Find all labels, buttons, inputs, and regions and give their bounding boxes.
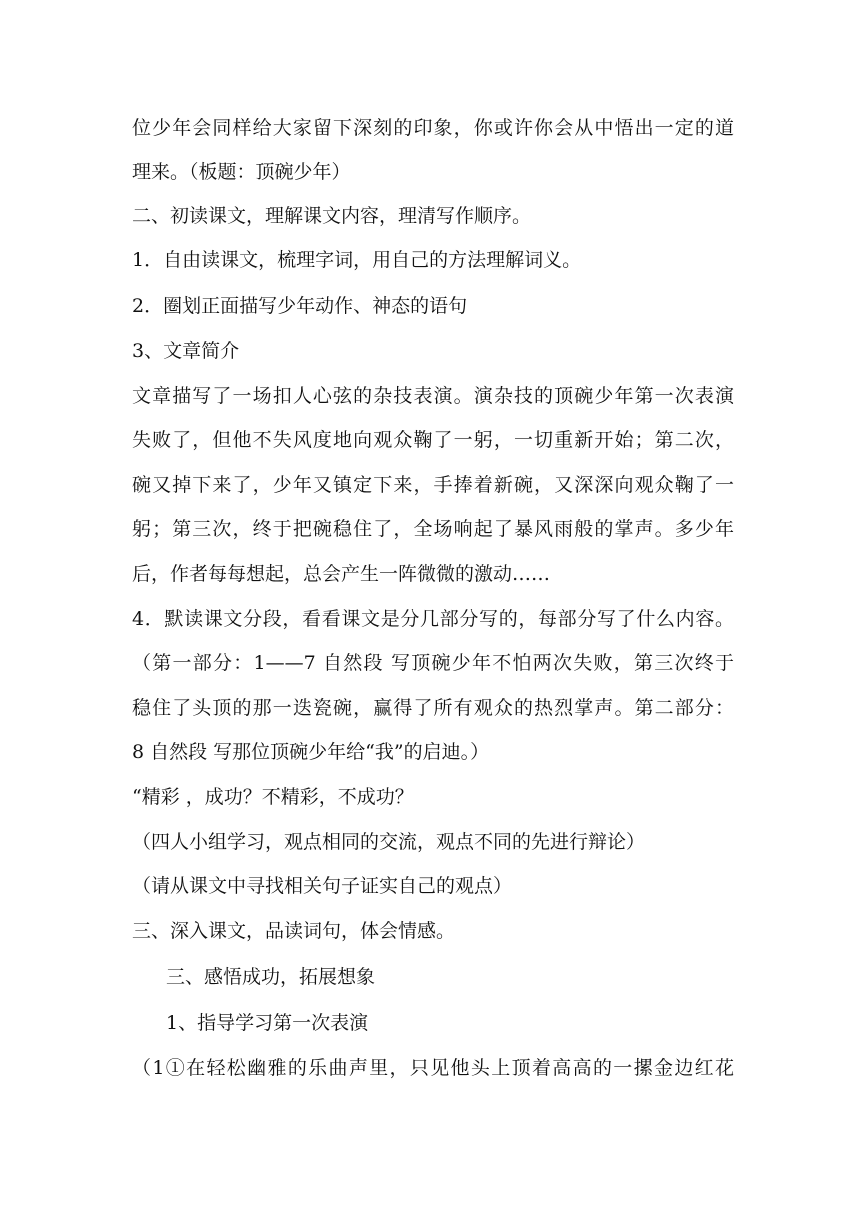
text-line-13: （第一部分：1——7 自然段 写顶碗少年不怕两次失败，第三次终于 bbox=[132, 652, 734, 674]
text-line-1: 位少年会同样给大家留下深刻的印象，你或许你会从中悟出一定的道 bbox=[132, 117, 734, 139]
text-line-17: （四人小组学习，观点相同的交流，观点不同的先进行辩论） bbox=[132, 831, 646, 853]
text-line-9: 碗又掉下来了，少年又镇定下来，手捧着新碗，又深深向观众鞠了一 bbox=[132, 474, 734, 496]
section-heading-2: 二、初读课文，理解课文内容，理清写作顺序。 bbox=[132, 205, 532, 227]
section-heading-3: 三、深入课文，品读词句，体会情感。 bbox=[132, 920, 456, 942]
text-line-2: 理来。（板题：顶碗少年） bbox=[132, 161, 351, 183]
text-line-6: 3、文章简介 bbox=[132, 340, 240, 362]
text-line-11: 后，作者每每想起，总会产生一阵微微的激动…… bbox=[132, 563, 551, 585]
text-line-21: 1、指导学习第一次表演 bbox=[166, 1012, 369, 1034]
text-line-16: “精彩 ，成功？不精彩，不成功？ bbox=[132, 786, 414, 808]
text-line-4: 1．自由读课文，梳理字词，用自己的方法理解词义。 bbox=[132, 249, 582, 271]
section-heading-3b: 三、感悟成功，拓展想象 bbox=[166, 966, 376, 988]
text-line-22: （1①在轻松幽雅的乐曲声里，只见他头上顶着高高的一摞金边红花 bbox=[132, 1057, 734, 1079]
text-line-8: 失败了，但他不失风度地向观众鞠了一躬，一切重新开始；第二次， bbox=[132, 429, 734, 451]
text-line-7: 文章描写了一场扣人心弦的杂技表演。演杂技的顶碗少年第一次表演 bbox=[132, 385, 734, 407]
text-line-18: （请从课文中寻找相关句子证实自己的观点） bbox=[132, 875, 513, 897]
text-line-5: 2．圈划正面描写少年动作、神态的语句 bbox=[132, 295, 468, 317]
text-line-10: 躬；第三次，终于把碗稳住了，全场响起了暴风雨般的掌声。多少年 bbox=[132, 518, 734, 540]
text-line-15: 8 自然段 写那位顶碗少年给“我”的启迪。） bbox=[132, 741, 490, 763]
text-line-12: 4．默读课文分段，看看课文是分几部分写的，每部分写了什么内容。 bbox=[132, 608, 734, 630]
text-line-14: 稳住了头顶的那一迭瓷碗，赢得了所有观众的热烈掌声。第二部分： bbox=[132, 697, 734, 719]
